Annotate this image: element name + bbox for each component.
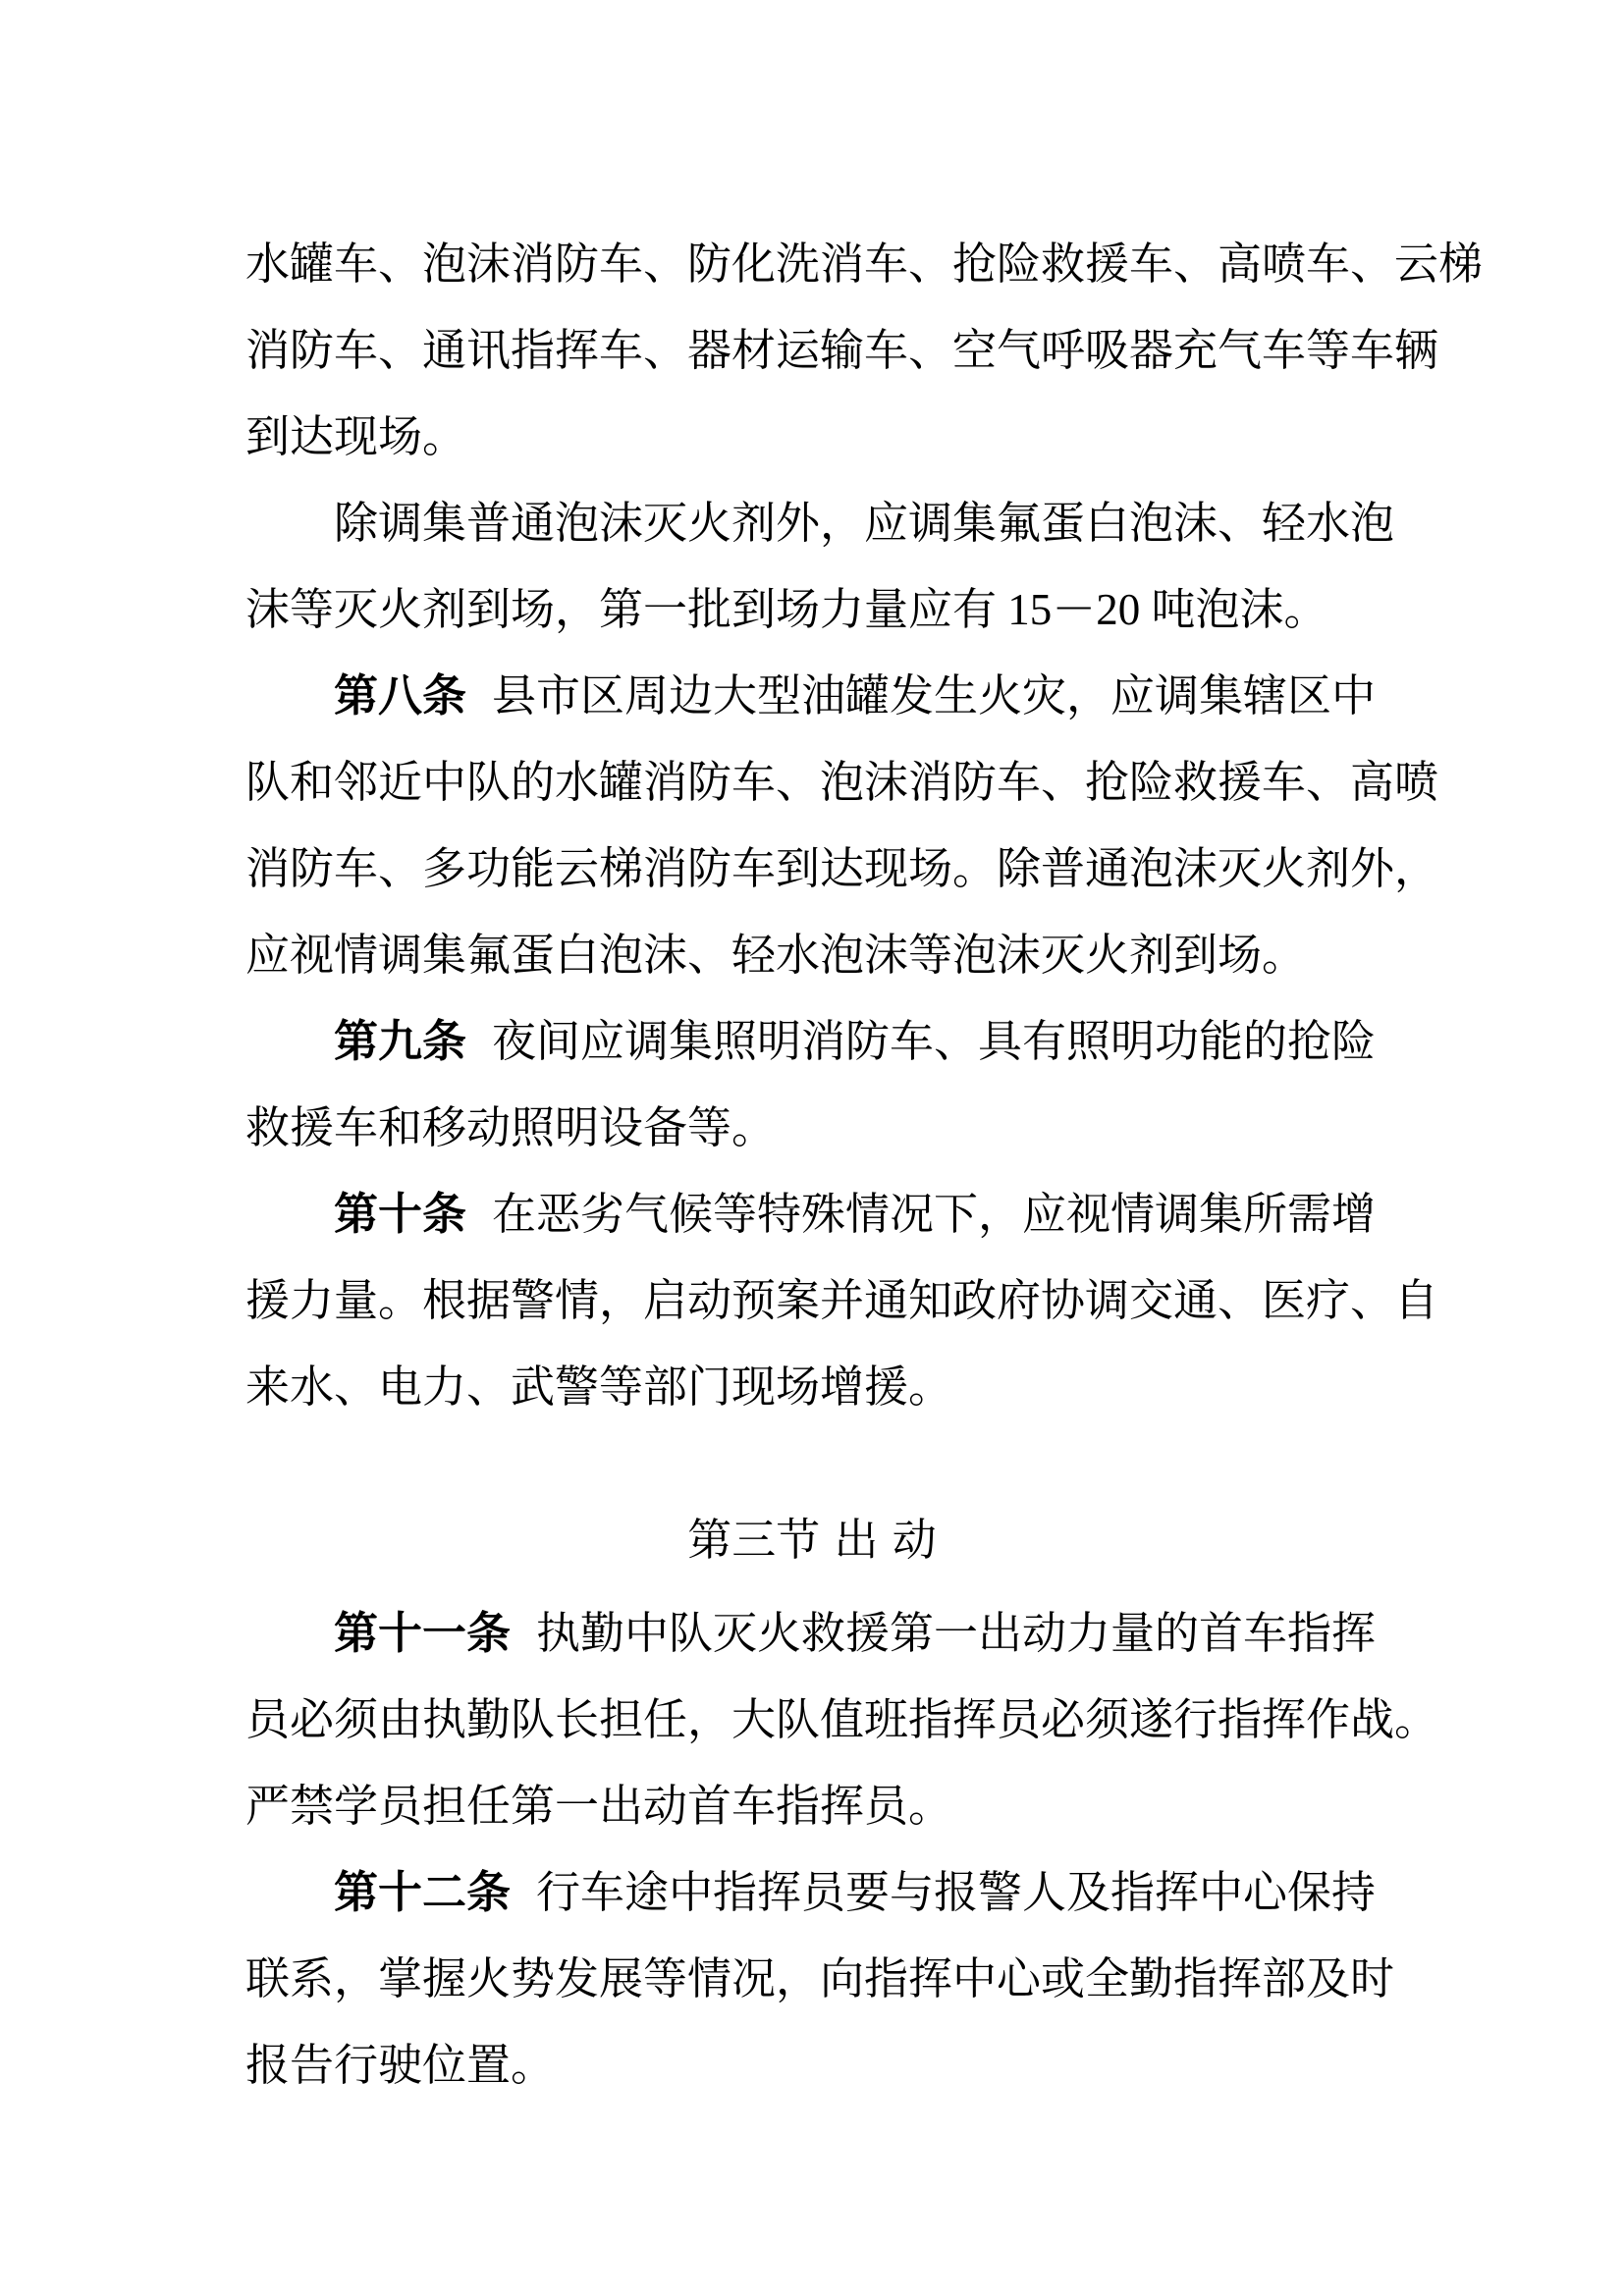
article12-line-3: 报告行驶位置。 [245,2039,556,2091]
article11-number: 第十一条 [334,1607,512,1659]
article10-line-3: 来水、电力、武警等部门现场增援。 [245,1361,953,1413]
article9-number: 第九条 [334,1015,467,1067]
section-heading: 第三节 出 动 [687,1514,937,1566]
foam-text-after: 吨泡沫。 [1151,583,1328,635]
article8-line-1 [245,653,1394,739]
article8-line-3: 消防车、多功能云梯消防车到达现场。除普通泡沫灭火剂外， [245,842,1439,894]
article10-line-1 [245,1171,1394,1257]
article9-line-2: 救援车和移动照明设备等。 [245,1101,777,1153]
article10-number: 第十条 [334,1188,467,1240]
article9-text-1: 夜间应调集照明消防车、具有照明功能的抢险 [492,1015,1377,1067]
article10-text-1: 在恶劣气候等特殊情况下，应视情调集所需增 [492,1188,1377,1240]
body-text-upper [245,221,1484,1430]
foam-amount: 15－20 [997,585,1152,634]
article8-number: 第八条 [334,669,467,721]
article11-line-2: 员必须由执勤队长担任，大队值班指挥员必须遂行指挥作战。 [245,1693,1439,1745]
article11-text-1: 执勤中队灭火救援第一出动力量的首车指挥 [536,1607,1377,1659]
article12-number: 第十二条 [334,1866,512,1918]
article8-line-2: 队和邻近中队的水罐消防车、泡沫消防车、抢险救援车、高喷 [245,756,1439,808]
article11-line-3: 严禁学员担任第一出动首车指挥员。 [245,1780,953,1832]
foam-paragraph-line-2 [245,566,1394,653]
article9-line-1 [245,998,1394,1085]
article11-line-1 [245,1590,1394,1677]
article12-text-1: 行车途中指挥员要与报警人及指挥中心保持 [536,1866,1377,1918]
article12-line-2: 联系，掌握火势发展等情况，向指挥中心或全勤指挥部及时 [245,1952,1395,2004]
article7-line-3: 到达现场。 [245,410,467,462]
article7-line-2: 消防车、通讯指挥车、器材运输车、空气呼吸器充气车等车辆 [245,324,1439,376]
article10-line-2: 援力量。根据警情，启动预案并通知政府协调交通、医疗、自 [245,1274,1439,1326]
article8-text-1: 县市区周边大型油罐发生火灾，应调集辖区中 [492,669,1377,721]
foam-text-before: 沫等灭火剂到场，第一批到场力量应有 [245,583,998,635]
article7-line-1: 水罐车、泡沫消防车、防化洗消车、抢险救援车、高喷车、云梯 [245,238,1484,290]
article8-line-4: 应视情调集氟蛋白泡沫、轻水泡沫等泡沫灭火剂到场。 [245,929,1307,981]
article12-line-1 [245,1849,1394,1936]
body-text-lower [245,1590,1439,2109]
foam-paragraph-line-1: 除调集普通泡沫灭火剂外，应调集氟蛋白泡沫、轻水泡 [334,497,1395,549]
